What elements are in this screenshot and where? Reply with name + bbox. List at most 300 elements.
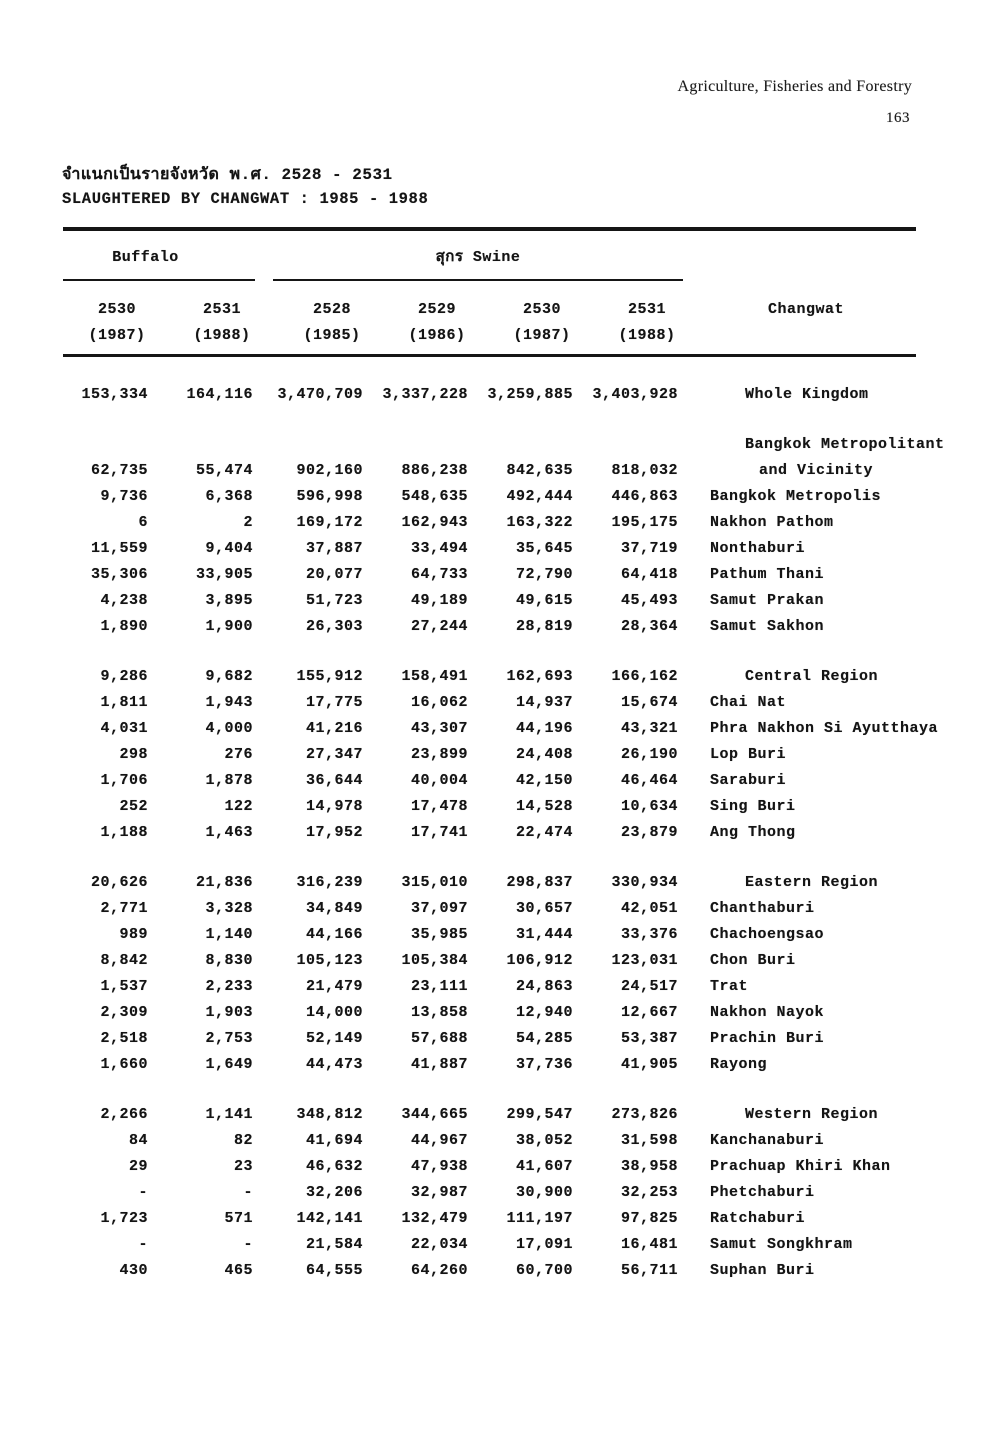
value-cell: 1,649 [205,1056,253,1073]
value-cell: 22,034 [410,1236,468,1253]
table-row [63,1206,916,1232]
value-cell: 51,723 [305,592,363,609]
value-cell: 596,998 [296,488,363,505]
value-cell: 10,634 [620,798,678,815]
value-cell: 6,368 [205,488,253,505]
value-cell: 3,470,709 [277,386,363,403]
value-cell: 3,328 [205,900,253,917]
year-thai: 2531 [627,301,666,318]
value-cell: 55,474 [195,462,253,479]
value-cell: 64,260 [410,1262,468,1279]
value-cell: 465 [224,1262,253,1279]
value-cell: 9,404 [205,540,253,557]
value-cell: 62,735 [90,462,148,479]
value-cell: 162,693 [506,668,573,685]
value-cell: 273,826 [611,1106,678,1123]
title-english: SLAUGHTERED BY CHANGWAT : 1985 - 1988 [62,190,429,208]
value-cell: 35,306 [90,566,148,583]
year-header [363,297,468,349]
value-cell: 330,934 [611,874,678,891]
changwat-name: Ratchaburi [710,1210,806,1227]
value-cell: 492,444 [506,488,573,505]
changwat-name: Phra Nakhon Si Ayutthaya [710,720,939,737]
value-cell: 36,644 [305,772,363,789]
value-cell: 2 [243,514,253,531]
table-row [63,794,916,820]
changwat-cell [678,432,945,484]
value-cell: 158,491 [401,668,468,685]
value-cell: 23,879 [620,824,678,841]
value-cell: 32,987 [410,1184,468,1201]
table-row [63,870,916,896]
value-cell: 14,978 [305,798,363,815]
value-cell: 23,111 [410,978,468,995]
changwat-name: Nakhon Pathom [710,514,834,531]
buffalo-group-rule [63,279,255,281]
changwat-name: Chon Buri [710,952,796,969]
value-cell: 571 [224,1210,253,1227]
changwat-name: Samut Songkhram [710,1236,853,1253]
changwat-cell [678,948,916,974]
table-row [63,1232,916,1258]
changwat-cell [678,1258,916,1284]
table-row [63,716,939,742]
value-cell: 40,004 [410,772,468,789]
value-cell: 49,189 [410,592,468,609]
value-cell: 12,667 [620,1004,678,1021]
value-cell: 64,555 [305,1262,363,1279]
table-row [63,1154,916,1180]
statistics-table [63,227,945,1284]
value-cell: 30,657 [515,900,573,917]
changwat-cell [678,1026,916,1052]
changwat-cell [678,1206,916,1232]
value-cell: 44,473 [305,1056,363,1073]
table-row [63,432,945,484]
year-header [573,297,678,349]
value-cell: 53,387 [620,1030,678,1047]
value-cell: 132,479 [401,1210,468,1227]
changwat-name-line2: and Vicinity [759,462,874,479]
changwat-name: Chai Nat [710,694,787,711]
value-cell: 430 [119,1262,148,1279]
table-section [63,870,916,1078]
value-cell: 3,337,228 [382,386,468,403]
value-cell: 1,188 [100,824,148,841]
changwat-cell [678,588,916,614]
value-cell: 24,863 [515,978,573,995]
table-section [63,664,939,846]
changwat-name: Kanchanaburi [710,1132,825,1149]
value-cell: 9,286 [100,668,148,685]
value-cell: 195,175 [611,514,678,531]
value-cell: 12,940 [515,1004,573,1021]
table-row [63,948,916,974]
table-row [63,382,916,408]
changwat-name: Western Region [745,1106,879,1123]
value-cell: 35,985 [410,926,468,943]
value-cell: 44,166 [305,926,363,943]
value-cell: 60,700 [515,1262,573,1279]
changwat-name: Saraburi [710,772,787,789]
value-cell: 1,890 [100,618,148,635]
value-cell: 16,481 [620,1236,678,1253]
table-row [63,690,916,716]
value-cell: 20,626 [90,874,148,891]
value-cell: 41,887 [410,1056,468,1073]
table-row [63,742,916,768]
changwat-cell [678,614,916,640]
value-cell: 1,900 [205,618,253,635]
changwat-cell [678,716,938,742]
value-cell: 14,000 [305,1004,363,1021]
value-cell: 33,494 [410,540,468,557]
changwat-name: Bangkok Metropolitant [745,436,945,453]
value-cell: 45,493 [620,592,678,609]
value-cell: 33,376 [620,926,678,943]
value-cell: 38,052 [515,1132,573,1149]
value-cell: 4,238 [100,592,148,609]
value-cell: 37,719 [620,540,678,557]
changwat-cell [678,1128,916,1154]
changwat-name: Eastern Region [745,874,879,891]
value-cell: 46,632 [305,1158,363,1175]
value-cell: 548,635 [401,488,468,505]
value-cell: 37,097 [410,900,468,917]
year-western: (1986) [408,327,466,344]
value-cell: 46,464 [620,772,678,789]
value-cell: 27,347 [305,746,363,763]
running-header: Agriculture, Fisheries and Forestry [677,78,912,95]
changwat-name: Lop Buri [710,746,787,763]
value-cell: 32,206 [305,1184,363,1201]
table-section [63,432,945,640]
changwat-cell [678,484,916,510]
value-cell: 153,334 [81,386,148,403]
changwat-name: Samut Prakan [710,592,825,609]
value-cell: 29 [128,1158,148,1175]
value-cell: 17,478 [410,798,468,815]
changwat-cell [678,794,916,820]
value-cell: 44,967 [410,1132,468,1149]
value-cell: 1,723 [100,1210,148,1227]
value-cell: 57,688 [410,1030,468,1047]
value-cell: 42,150 [515,772,573,789]
value-cell: 2,309 [100,1004,148,1021]
table-row [63,510,916,536]
table-section [63,1102,916,1284]
value-cell: 1,537 [100,978,148,995]
year-western: (1987) [513,327,571,344]
changwat-name: Chanthaburi [710,900,815,917]
value-cell: 105,384 [401,952,468,969]
value-cell: 298,837 [506,874,573,891]
title-thai: จำแนกเป็นรายจังหวัด พ.ศ. 2528 - 2531 [62,166,393,184]
changwat-cell [678,820,916,846]
changwat-cell [678,1180,916,1206]
table-row [63,1128,916,1154]
swine-group-rule [273,279,683,281]
value-cell: 41,905 [620,1056,678,1073]
value-cell: 42,051 [620,900,678,917]
changwat-cell [678,1102,916,1128]
value-cell: 3,895 [205,592,253,609]
changwat-name: Rayong [710,1056,768,1073]
table-body [63,357,945,1284]
column-group-swine: สุกร Swine [435,249,521,266]
table-row [63,1000,916,1026]
value-cell: 14,528 [515,798,573,815]
value-cell: 169,172 [296,514,363,531]
value-cell: 6 [138,514,148,531]
value-cell: 23,899 [410,746,468,763]
value-cell: - [138,1184,148,1201]
changwat-name: Sing Buri [710,798,796,815]
value-cell: 41,607 [515,1158,573,1175]
value-cell: 38,958 [620,1158,678,1175]
value-cell: 2,771 [100,900,148,917]
value-cell: 82 [233,1132,253,1149]
value-cell: 4,000 [205,720,253,737]
year-western: (1988) [618,327,676,344]
value-cell: 15,674 [620,694,678,711]
value-cell: 446,863 [611,488,678,505]
value-cell: 52,149 [305,1030,363,1047]
value-cell: 818,032 [611,462,678,479]
value-cell: 41,216 [305,720,363,737]
table-row [63,820,916,846]
changwat-cell [678,1052,916,1078]
table-row [63,588,916,614]
value-cell: 47,938 [410,1158,468,1175]
value-cell: 31,598 [620,1132,678,1149]
value-cell: 111,197 [506,1210,573,1227]
table-row [63,614,916,640]
changwat-cell [678,742,916,768]
changwat-cell [678,870,916,896]
year-header [468,297,573,349]
table-row [63,1026,916,1052]
changwat-name: Pathum Thani [710,566,825,583]
table-row [63,1102,916,1128]
year-header-row [63,297,916,349]
value-cell: 22,474 [515,824,573,841]
value-cell: 989 [119,926,148,943]
value-cell: 316,239 [296,874,363,891]
value-cell: 155,912 [296,668,363,685]
value-cell: 17,952 [305,824,363,841]
value-cell: 299,547 [506,1106,573,1123]
changwat-cell [678,562,916,588]
page-number: 163 [886,110,910,126]
year-thai: 2530 [97,301,136,318]
year-header [63,297,148,349]
table-row [63,484,916,510]
year-western: (1985) [303,327,361,344]
year-western: (1987) [88,327,146,344]
year-thai: 2529 [417,301,456,318]
value-cell: 26,303 [305,618,363,635]
value-cell: 3,259,885 [487,386,573,403]
changwat-cell [678,768,916,794]
value-cell: - [243,1184,253,1201]
value-cell: 21,479 [305,978,363,995]
value-cell: 72,790 [515,566,573,583]
value-cell: 30,900 [515,1184,573,1201]
changwat-cell [678,974,916,1000]
value-cell: 298 [119,746,148,763]
changwat-name: Prachuap Khiri Khan [710,1158,891,1175]
value-cell: 163,322 [506,514,573,531]
value-cell: 106,912 [506,952,573,969]
year-header [253,297,363,349]
changwat-cell [678,382,916,408]
table-row [63,768,916,794]
changwat-cell [678,536,916,562]
year-western: (1988) [193,327,251,344]
value-cell: 123,031 [611,952,678,969]
value-cell: 20,077 [305,566,363,583]
value-cell: 43,321 [620,720,678,737]
table-row [63,664,916,690]
changwat-name: Prachin Buri [710,1030,825,1047]
value-cell: 142,141 [296,1210,363,1227]
value-cell: 166,162 [611,668,678,685]
changwat-name: Trat [710,978,749,995]
value-cell: 315,010 [401,874,468,891]
table-row [63,922,916,948]
changwat-cell [678,1000,916,1026]
value-cell: 2,233 [205,978,253,995]
value-cell: 4,031 [100,720,148,737]
value-cell: 1,140 [205,926,253,943]
value-cell: 28,364 [620,618,678,635]
value-cell: 31,444 [515,926,573,943]
value-cell: 21,836 [195,874,253,891]
value-cell: 164,116 [186,386,253,403]
value-cell: 17,091 [515,1236,573,1253]
year-thai: 2530 [522,301,561,318]
value-cell: 252 [119,798,148,815]
value-cell: 9,736 [100,488,148,505]
value-cell: 26,190 [620,746,678,763]
value-cell: 34,849 [305,900,363,917]
year-thai: 2528 [312,301,351,318]
changwat-name: Nakhon Nayok [710,1004,825,1021]
table-row [63,974,916,1000]
value-cell: 54,285 [515,1030,573,1047]
value-cell: 44,196 [515,720,573,737]
value-cell: 105,123 [296,952,363,969]
value-cell: 35,645 [515,540,573,557]
value-cell: 84 [128,1132,148,1149]
changwat-name: Nonthaburi [710,540,806,557]
value-cell: 2,753 [205,1030,253,1047]
value-cell: 49,615 [515,592,573,609]
column-group-buffalo: Buffalo [112,249,179,266]
value-cell: 64,418 [620,566,678,583]
group-underlines [63,279,916,281]
value-cell: 902,160 [296,462,363,479]
column-group-header-row [63,243,916,279]
changwat-name: Central Region [745,668,879,685]
value-cell: 24,517 [620,978,678,995]
value-cell: 16,062 [410,694,468,711]
table-section [63,382,916,408]
value-cell: 27,244 [410,618,468,635]
table-row [63,1052,916,1078]
value-cell: 32,253 [620,1184,678,1201]
changwat-column-header: Changwat [768,301,845,318]
changwat-name: Phetchaburi [710,1184,815,1201]
value-cell: 37,736 [515,1056,573,1073]
value-cell: 344,665 [401,1106,468,1123]
value-cell: 162,943 [401,514,468,531]
value-cell: 2,266 [100,1106,148,1123]
changwat-cell [678,1232,916,1258]
changwat-name: Chachoengsao [710,926,825,943]
value-cell: 276 [224,746,253,763]
changwat-name: Suphan Buri [710,1262,815,1279]
year-header [148,297,253,349]
value-cell: 1,811 [100,694,148,711]
changwat-cell [678,690,916,716]
value-cell: 56,711 [620,1262,678,1279]
value-cell: 17,775 [305,694,363,711]
changwat-name: Samut Sakhon [710,618,825,635]
table-top-rule [63,227,916,231]
value-cell: 1,660 [100,1056,148,1073]
changwat-name: Ang Thong [710,824,796,841]
value-cell: 21,584 [305,1236,363,1253]
value-cell: 11,559 [90,540,148,557]
value-cell: 9,682 [205,668,253,685]
changwat-cell [678,664,916,690]
value-cell: 37,887 [305,540,363,557]
table-row [63,536,916,562]
value-cell: - [138,1236,148,1253]
value-cell: 1,141 [205,1106,253,1123]
value-cell: 1,943 [205,694,253,711]
value-cell: 41,694 [305,1132,363,1149]
value-cell: 43,307 [410,720,468,737]
value-cell: 8,830 [205,952,253,969]
table-row [63,1258,916,1284]
value-cell: 24,408 [515,746,573,763]
value-cell: 64,733 [410,566,468,583]
changwat-cell [678,896,916,922]
value-cell: 886,238 [401,462,468,479]
year-thai: 2531 [202,301,241,318]
value-cell: 3,403,928 [592,386,678,403]
changwat-cell [678,922,916,948]
value-cell: 1,706 [100,772,148,789]
value-cell: 842,635 [506,462,573,479]
changwat-cell [678,1154,916,1180]
value-cell: 14,937 [515,694,573,711]
value-cell: 13,858 [410,1004,468,1021]
value-cell: 8,842 [100,952,148,969]
value-cell: 17,741 [410,824,468,841]
value-cell: 1,903 [205,1004,253,1021]
changwat-name: Whole Kingdom [745,386,869,403]
value-cell: - [243,1236,253,1253]
value-cell: 1,878 [205,772,253,789]
changwat-name: Bangkok Metropolis [710,488,882,505]
table-row [63,896,916,922]
value-cell: 23 [233,1158,253,1175]
value-cell: 97,825 [620,1210,678,1227]
